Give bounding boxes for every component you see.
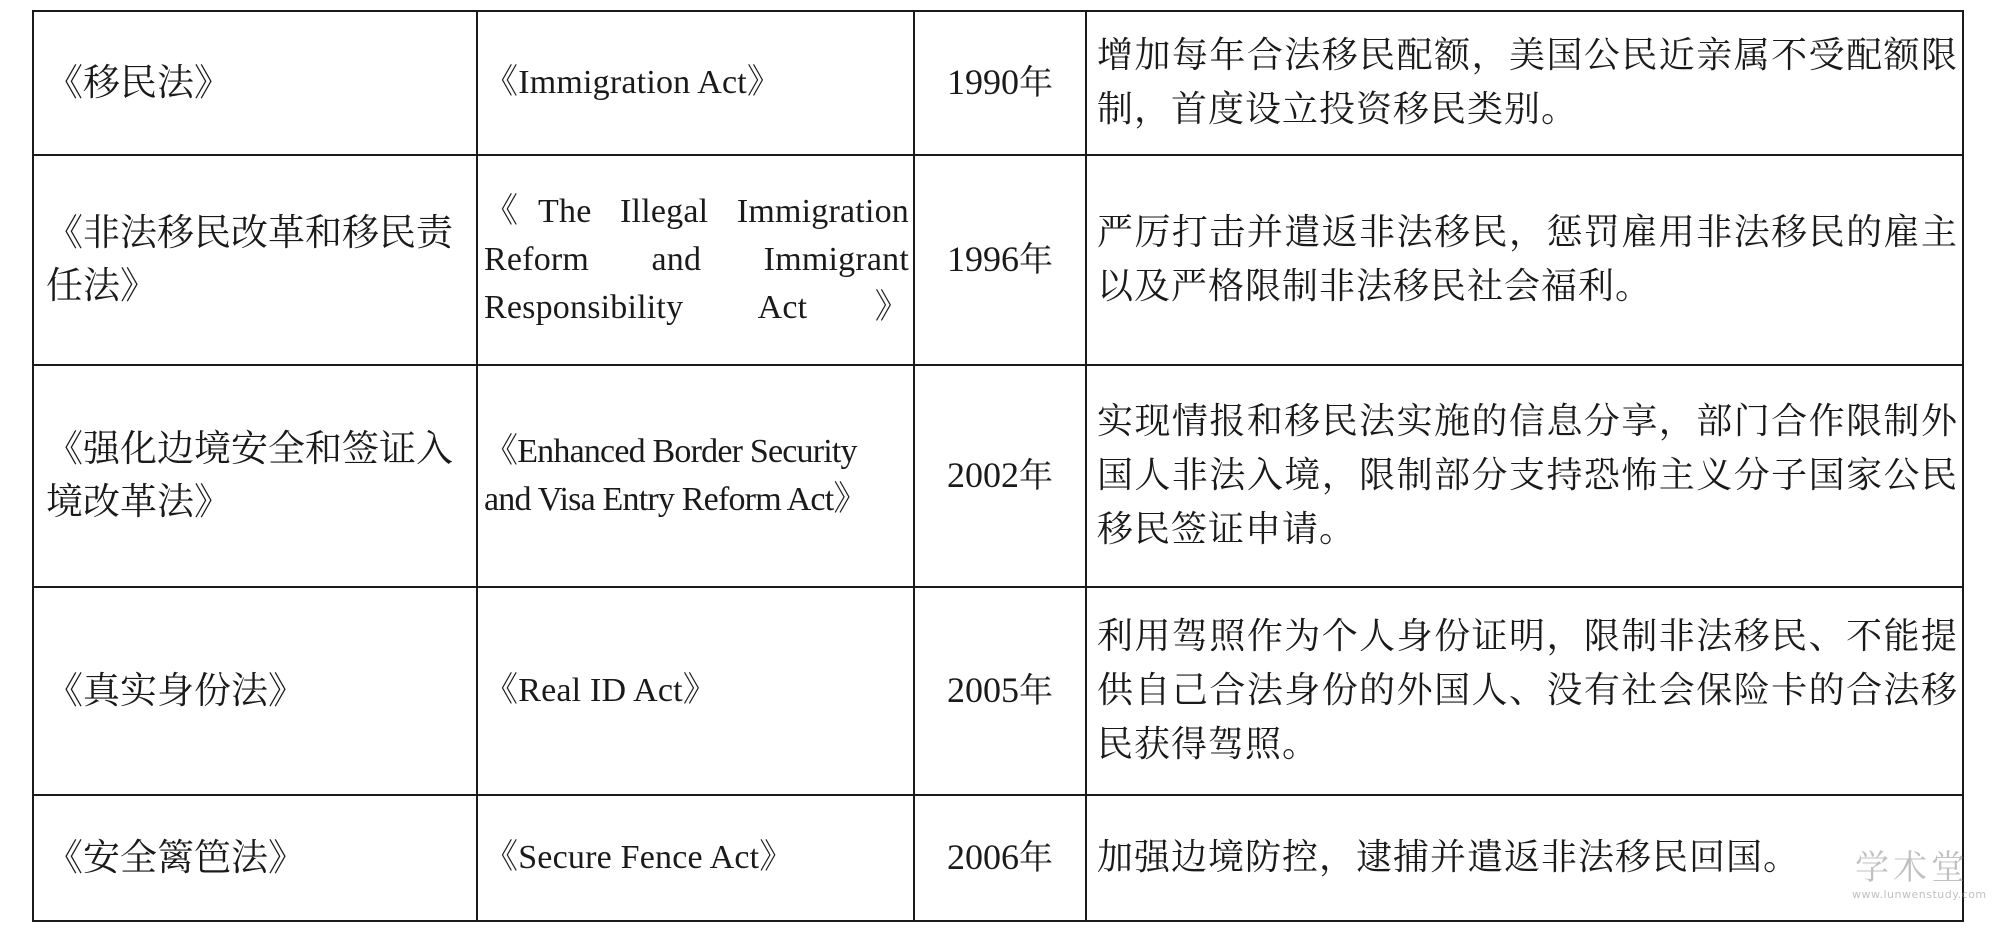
law-name-english: 《Secure Fence Act》 bbox=[477, 795, 914, 921]
law-name-english-line: 《Enhanced Border Security bbox=[484, 432, 857, 470]
year-unit: 年 bbox=[1019, 671, 1053, 712]
law-name-english-line: and Visa Entry Reform Act》 bbox=[484, 481, 867, 518]
year-unit: 年 bbox=[1019, 240, 1053, 281]
law-name-chinese: 《移民法》 bbox=[33, 11, 477, 155]
watermark-text: 学术堂 bbox=[1855, 848, 1969, 888]
law-year bbox=[914, 155, 1086, 365]
law-name-chinese: 《真实身份法》 bbox=[33, 587, 477, 795]
law-year bbox=[914, 795, 1086, 921]
law-year bbox=[914, 587, 1086, 795]
year-unit: 年 bbox=[1019, 456, 1053, 497]
law-name-chinese: 《非法移民改革和移民责任法》 bbox=[33, 155, 477, 365]
law-year bbox=[914, 11, 1086, 155]
law-description: 利用驾照作为个人身份证明，限制非法移民、不能提供自己合法身份的外国人、没有社会保险卡的合法移民获得驾照。 bbox=[1086, 587, 1963, 795]
law-name-english bbox=[477, 155, 914, 365]
law-description: 增加每年合法移民配额，美国公民近亲属不受配额限制，首度设立投资移民类别。 bbox=[1086, 11, 1963, 155]
year-number: 2005 bbox=[947, 670, 1019, 711]
law-name-english-line: Reform and Immigrant bbox=[484, 240, 909, 278]
law-name-chinese: 《强化边境安全和签证入境改革法》 bbox=[33, 365, 477, 587]
year-number: 2002 bbox=[947, 455, 1019, 496]
year-unit: 年 bbox=[1019, 63, 1053, 104]
law-name-english bbox=[477, 365, 914, 587]
law-name-english: 《Real ID Act》 bbox=[477, 587, 914, 795]
law-description: 严厉打击并遣返非法移民，惩罚雇用非法移民的雇主以及严格限制非法移民社会福利。 bbox=[1086, 155, 1963, 365]
table-row bbox=[33, 155, 1963, 365]
law-name-english: 《Immigration Act》 bbox=[477, 11, 914, 155]
law-description: 加强边境防控，逮捕并遣返非法移民回国。 bbox=[1086, 795, 1963, 921]
table-row bbox=[33, 587, 1963, 795]
law-name-chinese: 《安全篱笆法》 bbox=[33, 795, 477, 921]
law-year bbox=[914, 365, 1086, 587]
law-name-english-line: Responsibility Act》 bbox=[484, 289, 909, 327]
law-description: 实现情报和移民法实施的信息分享，部门合作限制外国人非法入境，限制部分支持恐怖主义分子国家公民移民签证申请。 bbox=[1086, 365, 1963, 587]
table-row bbox=[33, 795, 1963, 921]
year-number: 1990 bbox=[947, 62, 1019, 103]
table-row bbox=[33, 365, 1963, 587]
watermark-logo bbox=[1852, 848, 1987, 912]
year-number: 1996 bbox=[947, 239, 1019, 280]
immigration-law-table bbox=[32, 10, 1964, 922]
law-name-english-line: 《The Illegal Immigration bbox=[484, 192, 909, 230]
year-unit: 年 bbox=[1019, 838, 1053, 879]
year-number: 2006 bbox=[947, 837, 1019, 878]
watermark-url: www.lunwenstudy.com bbox=[1852, 888, 1987, 901]
table-row bbox=[33, 11, 1963, 155]
